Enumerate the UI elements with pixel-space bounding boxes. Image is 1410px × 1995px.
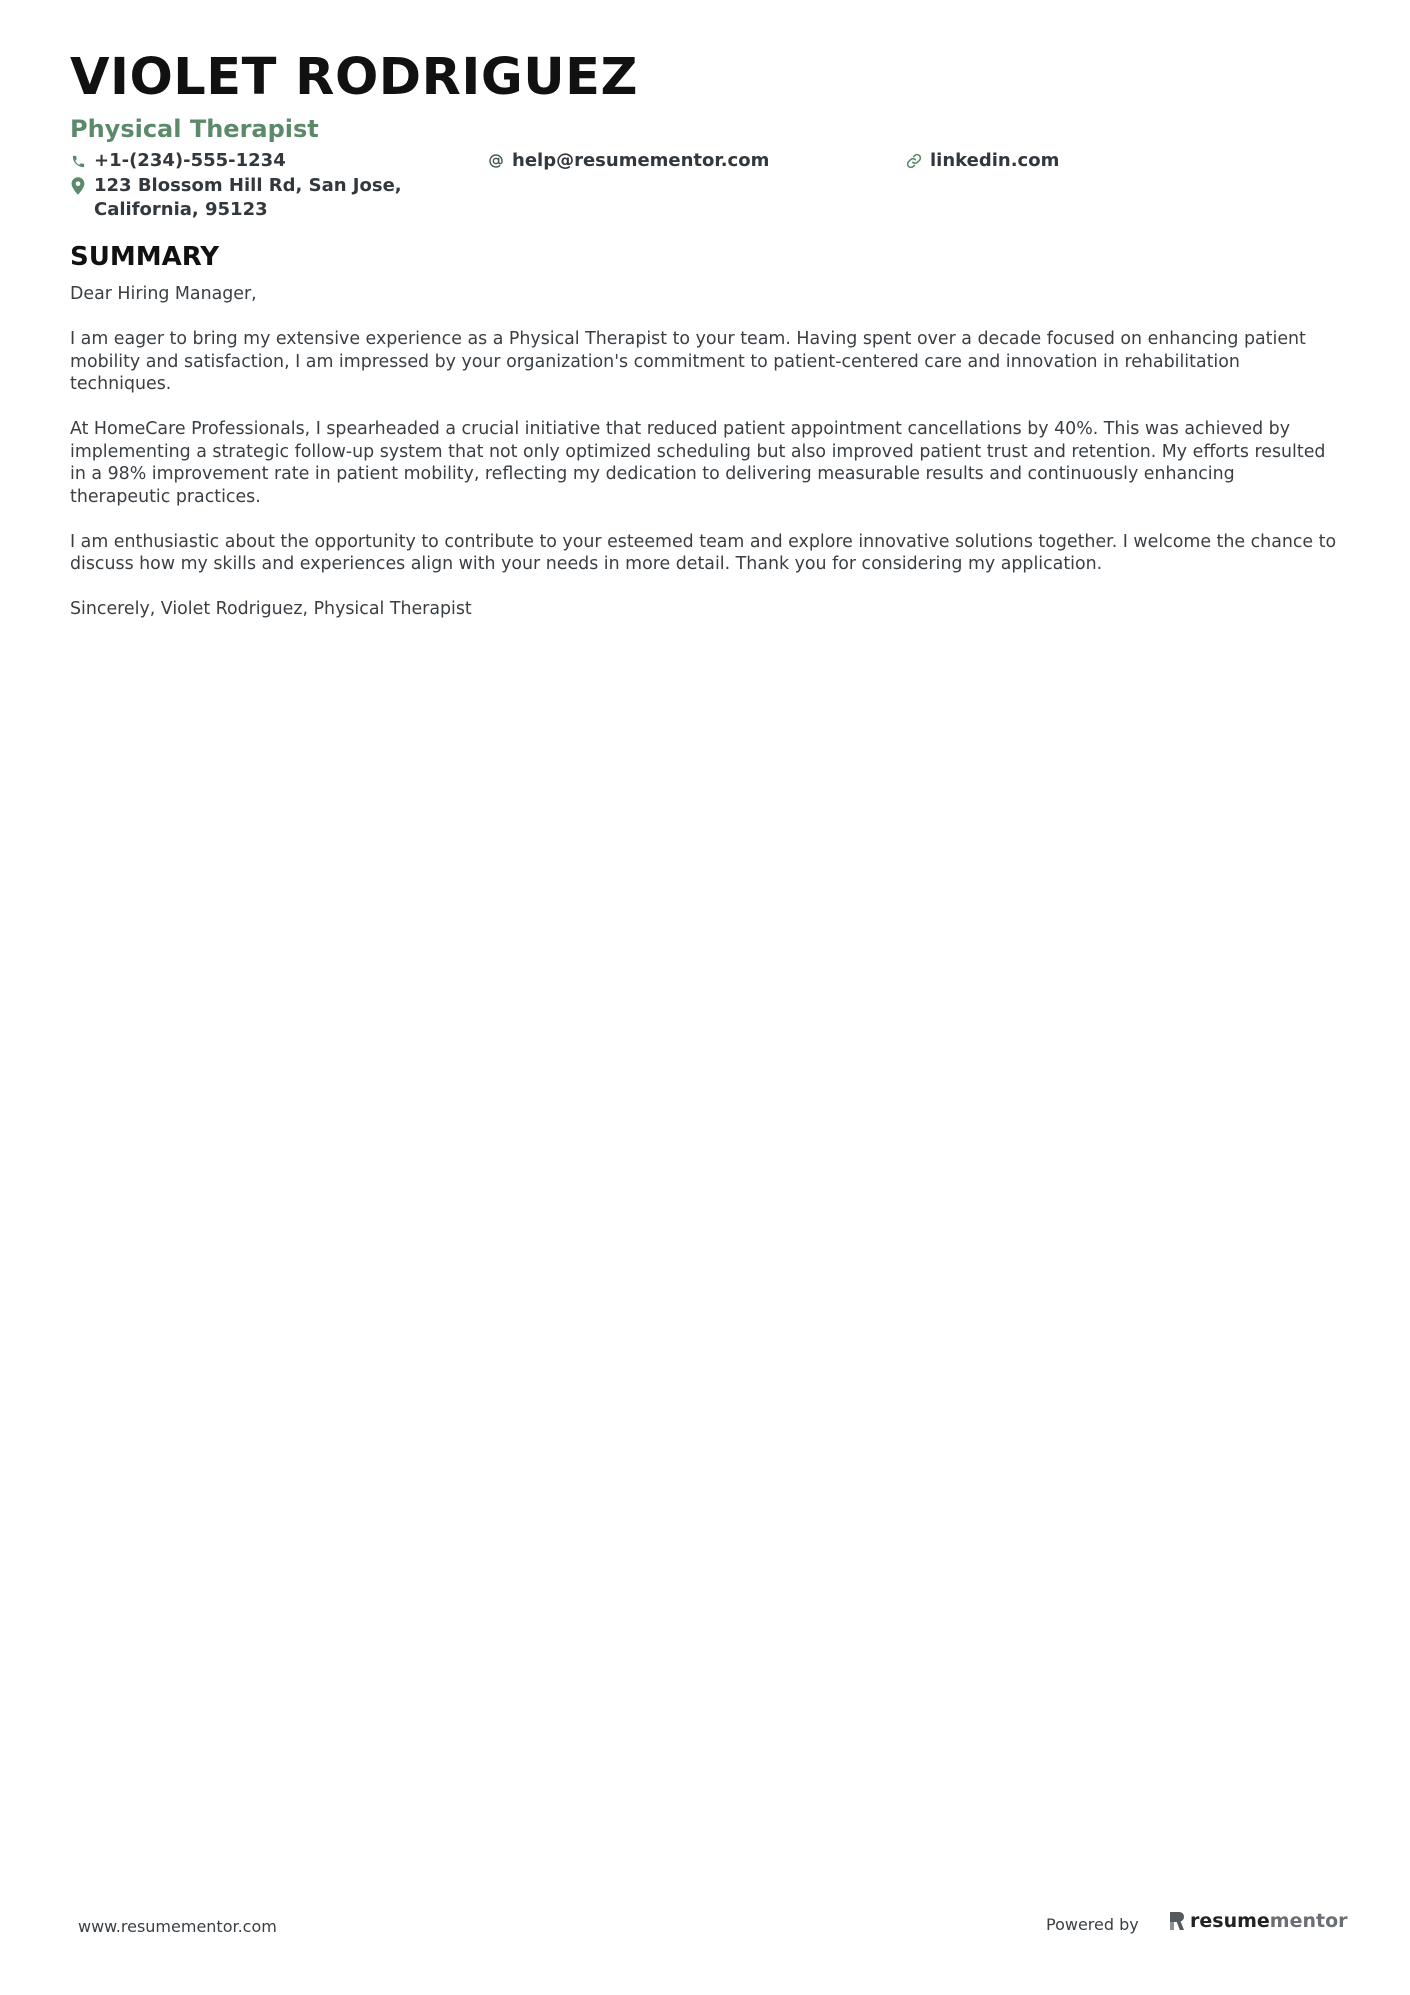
email-text[interactable]: help@resumementor.com xyxy=(512,150,770,171)
paragraph-1: I am eager to bring my extensive experience as a Physical Therapist to your team. Having spent over a decade focused on enhancing patient mobility and satisfaction, I am impressed by your organization's commitment to patient-centered care and innovation in rehabilitation techniques. xyxy=(70,329,1306,394)
phone-text[interactable]: +1-(234)-555-1234 xyxy=(94,150,286,171)
brand-mark-icon xyxy=(1168,1910,1186,1932)
contact-link xyxy=(906,149,1059,173)
link-text[interactable]: linkedin.com xyxy=(930,150,1060,171)
candidate-name: VIOLET RODRIGUEZ xyxy=(70,48,638,107)
paragraph-3: I am enthusiastic about the opportunity to contribute to your esteemed team and explore innovative solutions together. I welcome the chance to discuss how my skills and experiences align with your needs in more detail. Thank you for considering my application. xyxy=(70,531,1337,574)
salutation: Dear Hiring Manager, xyxy=(70,284,257,304)
phone-icon xyxy=(70,149,86,173)
map-pin-icon xyxy=(70,174,86,198)
summary-heading: SUMMARY xyxy=(70,242,220,272)
brand-name-part1: resume xyxy=(1190,1910,1270,1932)
brand-logo[interactable] xyxy=(1168,1910,1348,1932)
footer-url[interactable]: www.resumementor.com xyxy=(78,1917,277,1936)
link-icon xyxy=(906,149,922,173)
powered-by-label: Powered by xyxy=(1046,1915,1139,1934)
closing: Sincerely, Violet Rodriguez, Physical Therapist xyxy=(70,599,472,619)
address-text: 123 Blossom Hill Rd, San Jose, California, 95123 xyxy=(94,175,402,220)
contact-phone xyxy=(70,149,286,173)
brand-name-part2: mentor xyxy=(1269,1910,1348,1932)
letter-body xyxy=(70,283,1340,643)
contact-email xyxy=(488,149,769,173)
paragraph-2: At HomeCare Professionals, I spearheaded a crucial initiative that reduced patient appointment cancellations by 40%. This was achieved by implementing a strategic follow-up system that not only optimized scheduling but also improved patient trust and retention. My efforts resulted in a 98% improvement rate in patient mobility, reflecting my dedication to delivering measurable results and continuously enhancing therapeutic practices. xyxy=(70,419,1326,507)
at-icon xyxy=(488,149,504,173)
job-title: Physical Therapist xyxy=(70,115,319,143)
contact-address xyxy=(70,174,470,222)
